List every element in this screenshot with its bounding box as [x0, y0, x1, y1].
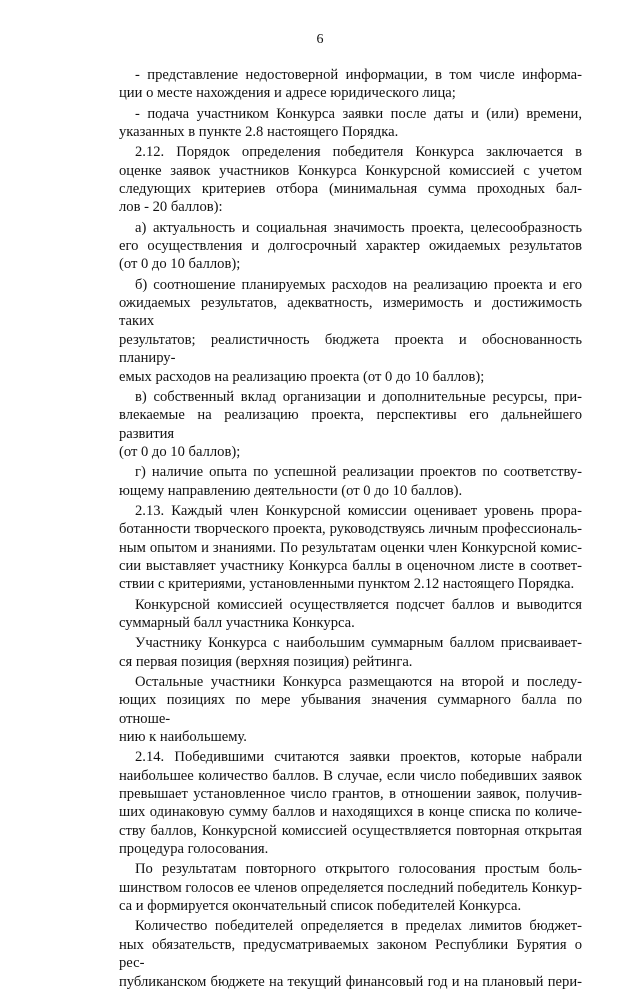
- text-line: Конкурсной комиссией осуществляется подсчет баллов и выводится: [135, 596, 582, 613]
- paragraph: [119, 673, 582, 746]
- text-line: ных обязательств, предусматриваемых законом Республики Бурятия о рес-: [119, 936, 582, 972]
- text-line: указанных в пункте 2.8 настоящего Порядка.: [119, 124, 399, 141]
- text-line: в) собственный вклад организации и дополнительные ресурсы, при-: [135, 388, 582, 405]
- paragraph: [119, 66, 582, 103]
- text-line: ботанности творческого проекта, руководствуясь личным профессиональ-: [119, 521, 582, 538]
- paragraph: [119, 105, 582, 142]
- text-line: публиканском бюджете на текущий финансовый год и на плановый пери-: [119, 973, 582, 990]
- text-line: следующих критериев отбора (минимальная сумма проходных бал-: [119, 181, 582, 198]
- text-line: ющих позициях по мере убывания значения суммарного балла по отноше-: [119, 692, 582, 727]
- text-line: сии выставляет участнику Конкурса баллы в оценочном листе в соответ-: [119, 557, 582, 574]
- text-line: емых расходов на реализацию проекта (от 0 до 10 баллов);: [119, 368, 485, 385]
- text-line: результатов; реалистичность бюджета проекта и обоснованность планиру-: [119, 331, 582, 367]
- paragraph: [119, 143, 582, 216]
- paragraph: [119, 634, 582, 671]
- paragraph: [119, 917, 582, 990]
- document-body: [119, 66, 582, 991]
- text-line: Остальные участники Конкурса размещаются на второй и последу-: [135, 674, 582, 690]
- text-line: наибольшее количество баллов. В случае, если число победивших заявок: [119, 767, 582, 784]
- text-line: (от 0 до 10 баллов);: [119, 443, 241, 460]
- text-line: Участнику Конкурса с наибольшим суммарным баллом присваивает-: [135, 635, 582, 652]
- text-line: - подача участником Конкурса заявки после даты и (или) времени,: [135, 105, 582, 122]
- text-line: 2.14. Победившими считаются заявки проектов, которые набрали: [135, 749, 582, 766]
- text-line: ству баллов, Конкурсной комиссией осуществляется повторная открытая: [119, 822, 582, 839]
- text-line: По результатам повторного открытого голосования простым боль-: [135, 861, 582, 878]
- text-line: ших одинаковую сумму баллов и находящихся в конце списка по количе-: [119, 804, 582, 821]
- paragraph: [119, 596, 582, 633]
- text-line: са и формируется окончательный список победителей Конкурса.: [119, 898, 522, 915]
- paragraph: [119, 860, 582, 915]
- text-line: лов - 20 баллов):: [119, 199, 223, 216]
- text-line: Количество победителей определяется в пределах лимитов бюджет-: [135, 918, 582, 935]
- text-line: - представление недостоверной информации, в том числе информа-: [135, 67, 582, 83]
- text-line: г) наличие опыта по успешной реализации проектов по соответству-: [135, 464, 582, 481]
- paragraph: [119, 388, 582, 461]
- text-line: ся первая позиция (верхняя позиция) рейтинга.: [119, 653, 413, 670]
- text-line: (от 0 до 10 баллов);: [119, 256, 241, 273]
- text-line: шинством голосов ее членов определяется последний победитель Конкур-: [119, 879, 582, 896]
- text-line: оценке заявок участников Конкурса Конкурсной комиссией с учетом: [119, 162, 582, 179]
- text-line: 2.13. Каждый член Конкурсной комиссии оценивает уровень прора-: [135, 502, 582, 519]
- paragraph: [119, 219, 582, 274]
- text-line: влекаемые на реализацию проекта, перспективы его дальнейшего развития: [119, 407, 582, 442]
- text-line: ожидаемых результатов, адекватность, измеримость и достижимость таких: [119, 295, 582, 330]
- text-line: нию к наибольшему.: [119, 729, 247, 746]
- text-line: его осуществления и долгосрочный характер ожидаемых результатов: [119, 238, 582, 255]
- text-line: ствии с критериями, установленными пунктом 2.12 настоящего Порядка.: [119, 576, 575, 593]
- text-line: ции о месте нахождения и адресе юридического лица;: [119, 85, 456, 102]
- text-line: ющему направлению деятельности (от 0 до 10 баллов).: [119, 482, 463, 499]
- text-line: процедура голосования.: [119, 841, 269, 858]
- text-line: 2.12. Порядок определения победителя Конкурса заключается в: [135, 144, 582, 161]
- text-line: б) соотношение планируемых расходов на реализацию проекта и его: [135, 276, 582, 293]
- text-line: превышает установленное число грантов, в отношении заявок, получив-: [119, 786, 582, 803]
- text-line: а) актуальность и социальная значимость проекта, целесообразность: [135, 219, 582, 236]
- paragraph: [119, 276, 582, 386]
- page-number: 6: [316, 32, 324, 47]
- text-line: ным опытом и знаниями. По результатам оценки член Конкурсной комис-: [119, 539, 582, 556]
- paragraph: [119, 502, 582, 594]
- text-line: суммарный балл участника Конкурса.: [119, 614, 355, 631]
- paragraph: [119, 748, 582, 858]
- paragraph: [119, 463, 582, 500]
